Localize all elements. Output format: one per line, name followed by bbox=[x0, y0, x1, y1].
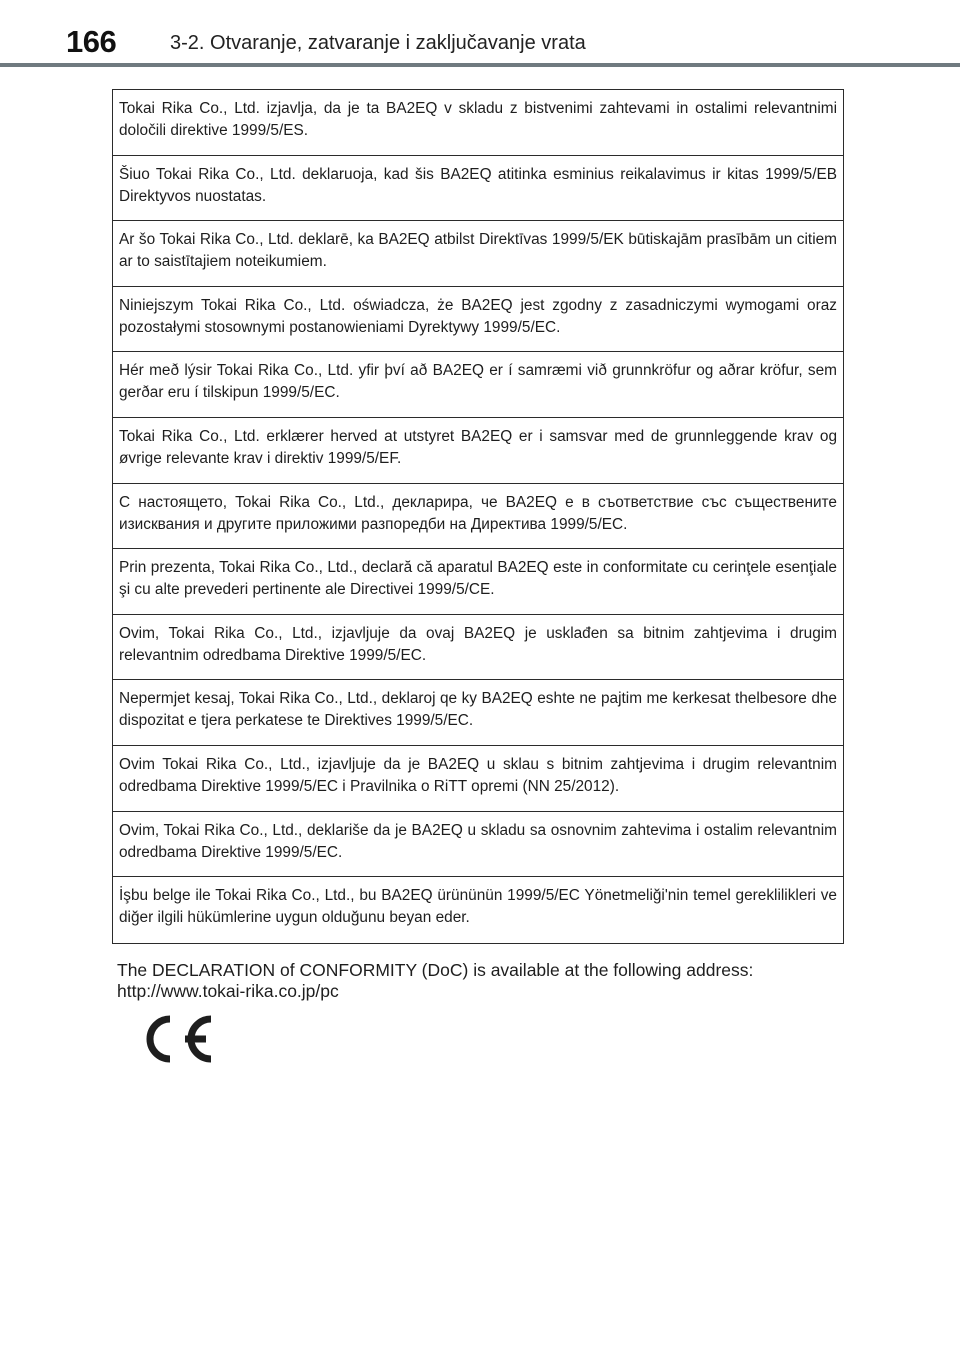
declaration-row-romanian: Prin prezenta, Tokai Rika Co., Ltd., declară că aparatul BA2EQ este in conformitate cu cerinţele esenţiale şi cu alte prevederi pertinente ale Directivei 1999/5/CE. bbox=[113, 549, 843, 615]
ce-mark-icon bbox=[137, 1010, 217, 1068]
declaration-row-lithuanian: Šiuo Tokai Rika Co., Ltd. deklaruoja, kad šis BA2EQ atitinka esminius reikalavimus ir kitas 1999/5/EB Direktyvos nuostatas. bbox=[113, 156, 843, 222]
section-title: 3-2. Otvaranje, zatvaranje i zaključavanje vrata bbox=[170, 32, 586, 54]
declaration-row-serbian: Ovim, Tokai Rika Co., Ltd., deklariše da je BA2EQ u skladu sa osnovnim zahtevima i ostalim relevantnim odredbama Direktive 1999/5/EC. bbox=[113, 812, 843, 878]
page-header bbox=[0, 0, 960, 68]
declaration-row-norwegian: Tokai Rika Co., Ltd. erklærer herved at utstyret BA2EQ er i samsvar med de grunnleggende krav og øvrige relevante krav i direktiv 1999/5/EF. bbox=[113, 418, 843, 484]
declaration-row-bosnian: Ovim, Tokai Rika Co., Ltd., izjavljuje da ovaj BA2EQ je usklađen sa bitnim zahtjevima i drugim relevantnim odredbama Direktive 1999/5/EC. bbox=[113, 615, 843, 681]
declaration-row-bulgarian: С настоящето, Tokai Rika Co., Ltd., декларира, че BA2EQ е в съответствие със съществените изисквания и другите приложими разпоредби на Директива 1999/5/ЕС. bbox=[113, 484, 843, 550]
declaration-row-latvian: Ar šo Tokai Rika Co., Ltd. deklarē, ka BA2EQ atbilst Direktīvas 1999/5/EK būtiskajām prasībām un citiem ar to saistītajiem noteikumiem. bbox=[113, 221, 843, 287]
declaration-row-icelandic: Hér með lýsir Tokai Rika Co., Ltd. yfir því að BA2EQ er í samræmi við grunnkröfur og aðrar kröfur, sem gerðar eru í tilskipun 1999/5/EC. bbox=[113, 352, 843, 418]
page-number: 166 bbox=[66, 24, 117, 59]
declaration-row-croatian: Ovim Tokai Rika Co., Ltd., izjavljuje da je BA2EQ u sklau s bitnim zahtjevima i drugim relevantnim odredbama Direktive 1999/5/EC i Pravilnika o RiTT opremi (NN 25/2012). bbox=[113, 746, 843, 812]
declaration-row-slovenian: Tokai Rika Co., Ltd. izjavlja, da je ta BA2EQ v skladu z bistvenimi zahtevami in ostalimi relevantnimi določili direktive 1999/5/ES. bbox=[113, 90, 843, 156]
header-divider bbox=[0, 63, 960, 67]
conformity-url: http://www.tokai-rika.co.jp/pc bbox=[117, 981, 339, 1001]
declaration-row-turkish: İşbu belge ile Tokai Rika Co., Ltd., bu BA2EQ ürününün 1999/5/EC Yönetmeliği'nin temel gereklilikleri ve diğer ilgili hükümlerine uygun olduğunu beyan eder. bbox=[119, 887, 837, 927]
declaration-row-polish: Niniejszym Tokai Rika Co., Ltd. oświadcza, że BA2EQ jest zgodny z zasadniczymi wymogami oraz pozostałymi stosownymi postanowieniami Dyrektywy 1999/5/EC. bbox=[113, 287, 843, 353]
declarations-table bbox=[112, 89, 844, 944]
conformity-statement: The DECLARATION of CONFORMITY (DoC) is available at the following address: bbox=[117, 960, 754, 980]
declaration-row-albanian: Nepermjet kesaj, Tokai Rika Co., Ltd., deklaroj qe ky BA2EQ eshte ne pajtim me kerkesat thelbesore dhe dispozitat e tjera perkatese te Direktives 1999/5/EC. bbox=[113, 680, 843, 746]
conformity-note bbox=[117, 960, 837, 1002]
